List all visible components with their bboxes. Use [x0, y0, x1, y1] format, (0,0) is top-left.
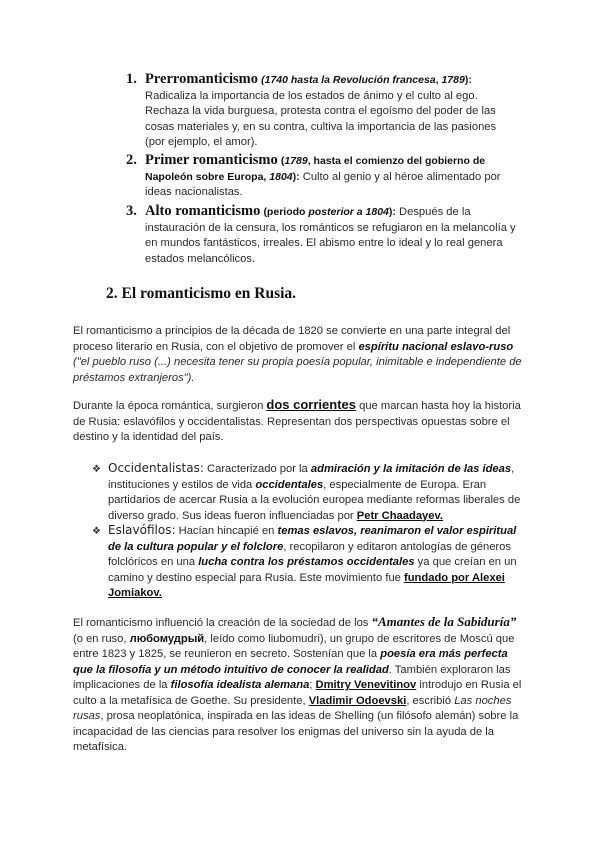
- list-number: 3.: [126, 203, 137, 219]
- link-venevitinov[interactable]: Dmitry Venevitinov: [315, 679, 417, 691]
- list-item-desc: Después de la instauración de la censura, los románticos se refugiaron en la melancolía y en mundos fantásticos, irreales. El abismo entre lo ideal y lo real genera estados melancólicos.: [145, 206, 516, 265]
- section-heading: 2. El romanticismo en Rusia.: [106, 285, 297, 302]
- link-chaadayev[interactable]: Petr Chaadayev.: [356, 509, 443, 522]
- list-item-desc: Radicaliza la importancia de los estados de ánimo y el culto al ego. Rechaza la vida burguesa, protesta contra el egoísmo del poder de las cosas materiales y, en su contra, cultiva la importancia de las pasiones (por ejemplo, el amor).: [145, 89, 497, 148]
- bullet-eslavofilos: ❖ Eslavófilos: Hacían hincapié en temas eslavos, reanimaron el valor espiritual de la cultura popular y el folclore, recopilaron y editaron antologías de géneros folclóricos en una lucha contra los préstamos occidentales ya que creían en un camino y destino especial para Rusia. Este movimiento fue fundado por Alexei Jomiakov.: [92, 523, 517, 599]
- bullet-title: Occidentalistas:: [108, 461, 204, 475]
- link-jomiakov[interactable]: fundado por Alexei Jomiakov.: [108, 571, 505, 599]
- list-number: 1.: [126, 71, 137, 87]
- list-item-2: 2. Primer romanticismo (1789, hasta el comienzo del gobierno de Napoleón sobre Europa, 1804): Culto al genio y al héroe alimentado por ideas nacionalistas.: [126, 152, 501, 198]
- bullet-title: Eslavófilos:: [108, 523, 176, 537]
- diamond-bullet-icon: ❖: [92, 526, 101, 537]
- book-title: Las noches rusas: [73, 694, 512, 722]
- bullet-occidentalistas: ❖ Occidentalistas: Caracterizado por la admiración y la imitación de las ideas, instituciones y estilos de vida occidentales, especialmente de Europa. Eran partidarios de acercar Rusia a la evolución europea mediante reformas liberales de diverso grado. Sus ideas fueron influenciadas por Petr Chaadayev.: [92, 461, 521, 522]
- link-odoevski[interactable]: Vladimir Odoevski: [308, 694, 407, 707]
- bold-phrase: espíritu nacional eslavo-ruso: [358, 340, 514, 353]
- list-item-desc: Culto al genio y al héroe alimentado por ideas nacionalistas.: [145, 170, 501, 198]
- russian-word: любомудрый: [129, 632, 205, 645]
- list-item-title: Prerromanticismo: [145, 71, 259, 87]
- list-item-title: Primer romanticismo: [145, 152, 278, 168]
- paragraph-amantes: El romanticismo influenció la creación de la sociedad de los “Amantes de la Sabiduría” (o en ruso, любомудрый, leído como liubomudri), un grupo de escritores de Moscú que entre 1823 y 1825, se reunieron en secreto. Sostenían que la poesía era más perfecta que la filosofía y un método intuitivo de conocer la realidad. También exploraron las implicaciones de la filosofía idealista alemana; Dmitry Venevitinov introdujo en Rusia el culto a la metafísica de Goethe. Su presidente, Vladimir Odoevski, escribió Las noches rusas, prosa neoplatónica, inspirada en las ideas de Shelling (un filósofo alemán) sobre la incapacidad de las ciencias para resolver los enigmas del universo sin la ayuda de la metafísica.: [73, 614, 522, 753]
- amantes-title: “Amantes de la Sabiduría”: [371, 614, 517, 629]
- highlight-phrase: dos corrientes: [266, 397, 356, 412]
- list-item-1: 1. Prerromanticismo (1740 hasta la Revolución francesa, 1789): Radicaliza la importancia de los estados de ánimo y el culto al ego. Rechaza la vida burguesa, protesta contra el egoísmo del poder de las cosas materiales y, en su contra, cultiva la importancia de las pasiones (por ejemplo, el amor).: [118, 72, 518, 151]
- quote: ("el pueblo ruso (...) necesita tener su propia poesía popular, inimitable e independiente de préstamos extranjeros").: [73, 356, 522, 384]
- paragraph-corrientes: Durante la época romántica, surgieron dos corrientes que marcan hasta hoy la historia de Rusia: eslavófilos y occidentalistas. Representan dos perspectivas opuestas sobre el destino y la identidad del país.: [73, 397, 521, 443]
- diamond-bullet-icon: ❖: [92, 464, 101, 475]
- list-item-title: Alto romanticismo: [145, 203, 261, 219]
- list-item-3: 3. Alto romanticismo (periodo posterior a 1804): Después de la instauración de la censura, los románticos se refugiaron en la melancolía y en mundos fantásticos, irreales. El abismo entre lo ideal y lo real genera estados melancólicos.: [126, 203, 516, 265]
- paragraph-intro: El romanticismo a principios de la década de 1820 se convierte en una parte integral del proceso literario en Rusia, con el objetivo de promover el espíritu nacional eslavo-ruso ("el pueblo ruso (...) necesita tener su propia poesía popular, inimitable e independiente de préstamos extranjeros").: [73, 325, 522, 384]
- list-number: 2.: [126, 152, 137, 168]
